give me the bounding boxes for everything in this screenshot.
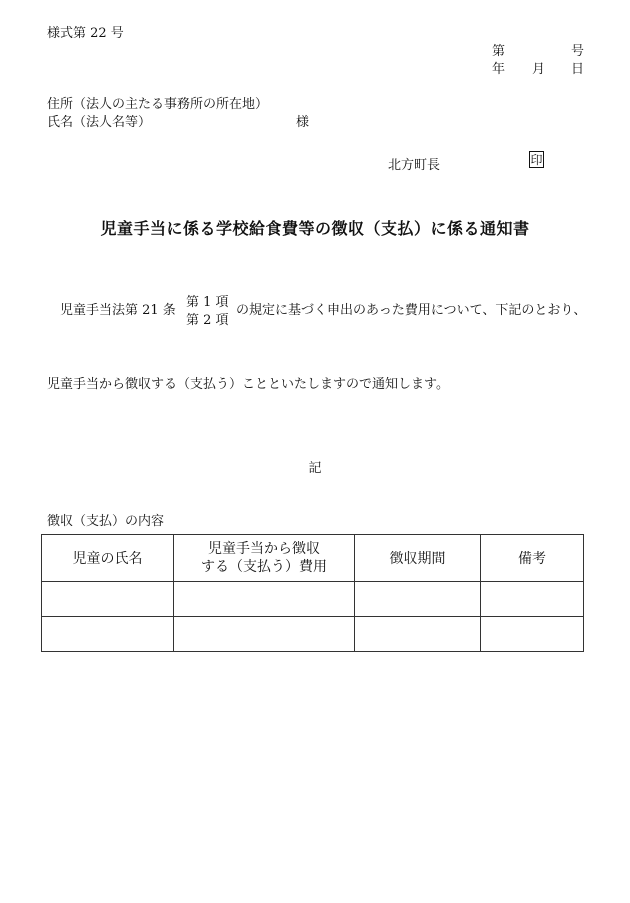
cell-collection-cost[interactable] xyxy=(174,617,355,652)
date-day-label: 日 xyxy=(571,62,585,77)
form-number: 様式第 22 号 xyxy=(47,26,124,41)
cell-child-name[interactable] xyxy=(42,582,174,617)
date-year-label: 年 xyxy=(492,62,506,77)
cell-collection-period[interactable] xyxy=(355,582,481,617)
header-collection-cost xyxy=(174,535,355,582)
body-text-line1: の規定に基づく申出のあった費用について、下記のとおり、 xyxy=(236,303,587,318)
date-month-label: 月 xyxy=(532,62,546,77)
document-number-suffix: 号 xyxy=(571,44,585,59)
table-row xyxy=(42,582,584,617)
header-child-name: 児童の氏名 xyxy=(42,535,174,582)
header-remarks: 備考 xyxy=(481,535,584,582)
document-title: 児童手当に係る学校給食費等の徴収（支払）に係る通知書 xyxy=(100,219,530,238)
document-number-label: 第 xyxy=(492,44,506,59)
cell-remarks[interactable] xyxy=(481,582,584,617)
recipient-honorific: 様 xyxy=(296,115,310,130)
body-text-line2: 児童手当から徴収する（支払う）ことといたしますので通知します。 xyxy=(47,377,449,392)
section-title: 徴収（支払）の内容 xyxy=(47,514,165,529)
cell-collection-cost[interactable] xyxy=(174,582,355,617)
clause-option-2: 第 2 項 xyxy=(186,313,229,328)
seal-mark: 印 xyxy=(530,153,543,167)
issuer-title: 北方町長 xyxy=(388,158,441,173)
cell-child-name[interactable] xyxy=(42,617,174,652)
recipient-address-label: 住所（法人の主たる事務所の所在地） xyxy=(47,97,269,112)
recipient-name-label: 氏名（法人名等） xyxy=(47,115,152,130)
header-collection-cost-line2: する（支払う）費用 xyxy=(201,559,327,575)
cell-collection-period[interactable] xyxy=(355,617,481,652)
header-collection-period: 徴収期間 xyxy=(355,535,481,582)
table-row xyxy=(42,617,584,652)
clause-option-1: 第 1 項 xyxy=(186,295,229,310)
collection-details-table xyxy=(41,534,584,652)
header-collection-cost-line1: 児童手当から徴収 xyxy=(208,541,320,557)
ki-heading: 記 xyxy=(308,461,322,476)
cell-remarks[interactable] xyxy=(481,617,584,652)
body-law-reference: 児童手当法第 21 条 xyxy=(60,303,176,318)
table-header-row xyxy=(42,535,584,582)
